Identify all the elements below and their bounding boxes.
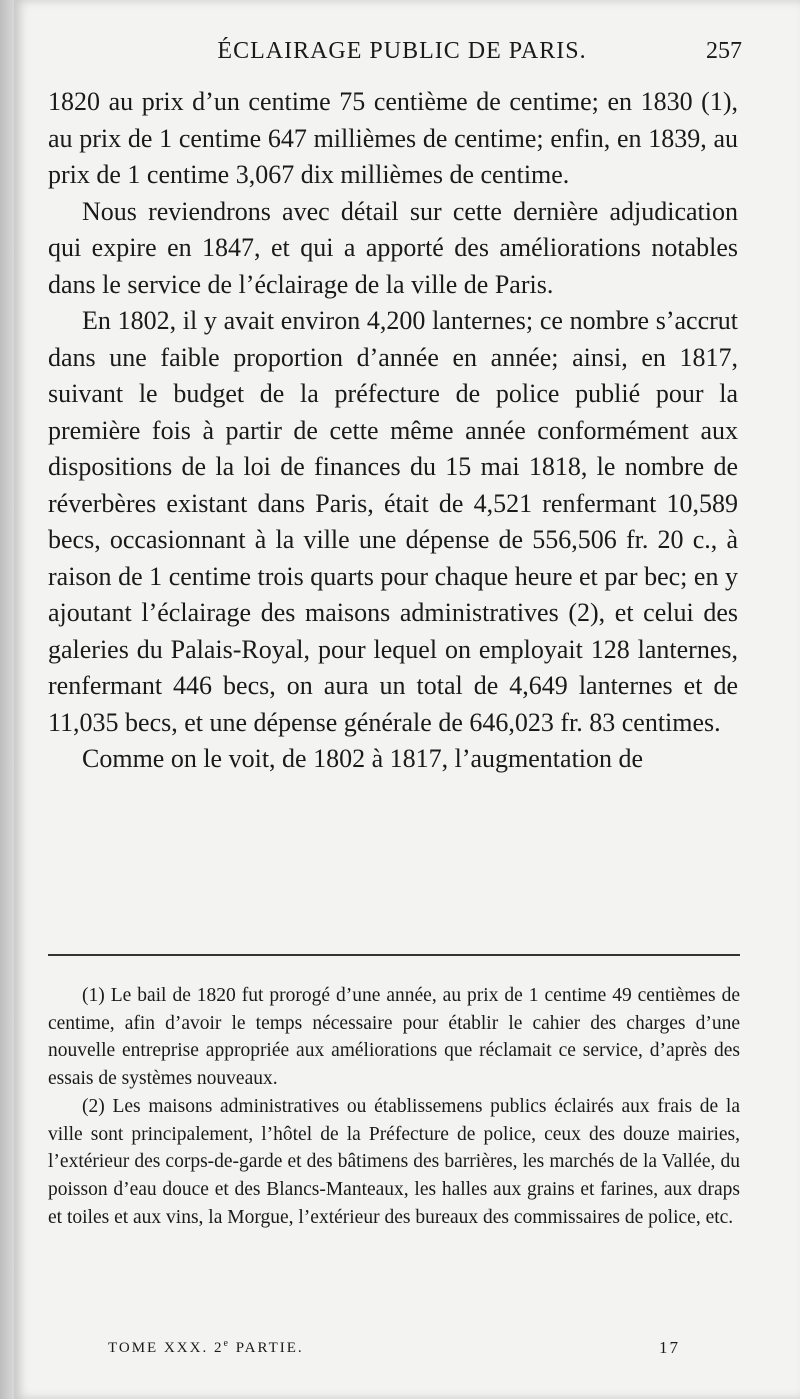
footnotes: [48, 982, 740, 1231]
footnote: (2) Les maisons administratives ou établissemens publics éclairés aux frais de la ville sont principalement, l’hôtel de la Préfecture de police, ceux des douze mairies, l’extérieur des corps-de-garde et des bâtimens des barrières, les marchés de la Vallée, du poisson d’eau douce et des Blancs-Manteaux, les halles aux grains et farines, aux draps et toiles et aux vins, la Morgue, l’extérieur des bureaux des commissaires de police, etc.: [48, 1095, 740, 1228]
main-text: [48, 84, 738, 778]
paragraph: Nous reviendrons avec détail sur cette dernière adjudication qui expire en 1847, et qui a apporté des améliorations notables dans le service de l’éclairage de la ville de Paris.: [48, 196, 738, 299]
page-gutter: [0, 0, 14, 1399]
page-number: 257: [706, 38, 742, 64]
paragraph: 1820 au prix d’un centime 75 centième de centime; en 1830 (1), au prix de 1 centime 647 millièmes de centime; enfin, en 1839, au prix de 1 centime 3,067 dix millièmes de centime.: [48, 87, 738, 189]
footnote-separator: [48, 954, 740, 956]
paragraph: Comme on le voit, de 1802 à 1817, l’augmentation de: [82, 744, 644, 773]
page-header: [62, 38, 742, 74]
sheet-number: 17: [659, 1338, 680, 1357]
running-title: ÉCLAIRAGE PUBLIC DE PARIS.: [217, 38, 587, 64]
paragraph: En 1802, il y avait environ 4,200 lanternes; ce nombre s’accrut dans une faible proportion d’année en année; ainsi, en 1817, suivant le budget de la préfecture de police publié pour la première fois à partir de cette même année conformément aux dispositions de la loi de finances du 15 mai 1818, le nombre de réverbères existant dans Paris, était de 4,521 renfermant 10,589 becs, occasionnant à la ville une dépense de 556,506 fr. 20 c., à raison de 1 centime trois quarts pour chaque heure et par bec; en y ajoutant l’éclairage des maisons administratives (2), et celui des galeries du Palais-Royal, pour lequel on employait 128 lanternes, renfermant 446 becs, on aura un total de 4,649 lanternes et de 11,035 becs, et une dépense générale de 646,023 fr. 83 centimes.: [48, 306, 738, 737]
volume-mark: TOME XXX. 2e PARTIE.: [108, 1338, 304, 1356]
footnote: (1) Le bail de 1820 fut prorogé d’une année, au prix de 1 centime 49 centièmes de centime, afin d’avoir le temps nécessaire pour établir le cahier des charges d’une nouvelle entreprise appropriée aux améliorations que réclamait ce service, d’après des essais de systèmes nouveaux.: [48, 985, 740, 1090]
